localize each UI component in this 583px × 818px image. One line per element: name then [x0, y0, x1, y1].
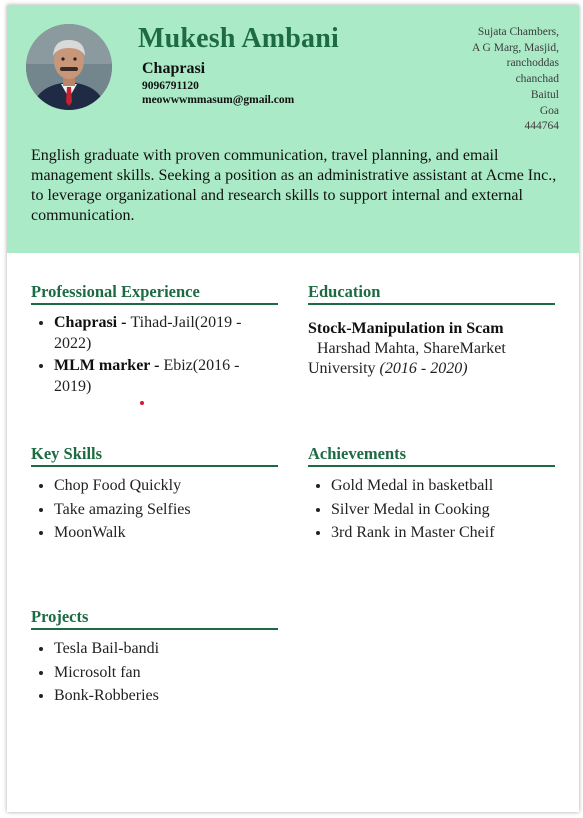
job-title: Chaprasi -	[54, 314, 131, 331]
person-photo-icon	[26, 24, 112, 110]
cursor-dot	[140, 401, 144, 405]
achievements-heading: Achievements	[308, 444, 555, 467]
list-item: • MoonWalk	[54, 521, 278, 545]
achievements-section	[308, 444, 555, 545]
skills-heading: Key Skills	[31, 444, 278, 467]
skills-section	[31, 444, 278, 545]
profile-photo	[26, 24, 112, 110]
address-line: ranchoddas	[506, 57, 559, 70]
experience-section	[31, 282, 278, 398]
address-line: Baitul	[530, 88, 559, 101]
education-institution: Harshad Mahta, ShareMarket University	[308, 340, 506, 377]
list-item: • Chop Food Quickly	[54, 474, 278, 498]
experience-heading: Professional Experience	[31, 282, 278, 305]
skills-list	[31, 474, 278, 545]
profile-summary: English graduate with proven communication, travel planning, and email management skills. Seeking a position as an administrative assistant at Acme Inc., to leverage organizational and research skills to support internal and external communication.	[31, 147, 557, 224]
list-item: • Silver Medal in Cooking	[331, 498, 555, 522]
list-item	[54, 312, 278, 354]
list-item: • Take amazing Selfies	[54, 498, 278, 522]
projects-section	[31, 607, 278, 708]
education-years: (2016 - 2020)	[379, 360, 468, 377]
resume-header	[7, 5, 579, 253]
list-item: • 3rd Rank in Master Cheif	[331, 521, 555, 545]
education-degree: Stock-Manipulation in Scam	[308, 320, 504, 337]
address-line: Goa	[539, 104, 559, 117]
list-item: • Bonk-Robberies	[54, 684, 278, 708]
candidate-name: Mukesh Ambani	[138, 23, 339, 54]
projects-heading: Projects	[31, 607, 278, 630]
experience-list	[31, 312, 278, 397]
address-line: chanchad	[515, 73, 559, 86]
address-line: A G Marg, Masjid,	[472, 41, 559, 54]
education-details	[308, 339, 555, 379]
candidate-email: meowwwmmasum@gmail.com	[142, 94, 295, 106]
address-line: Sujata Chambers,	[477, 26, 559, 38]
education-section	[308, 282, 555, 379]
candidate-phone: 9096791120	[142, 80, 199, 92]
list-item: • Tesla Bail-bandi	[54, 637, 278, 661]
job-title: MLM marker -	[54, 357, 164, 374]
list-item: • Gold Medal in basketball	[331, 474, 555, 498]
address-line: 444764	[524, 120, 559, 133]
projects-list	[31, 637, 278, 708]
list-item	[54, 355, 278, 397]
education-heading: Education	[308, 282, 555, 305]
resume-card	[7, 5, 579, 812]
job-detail: Ebiz(2016 - 2019)	[54, 357, 240, 395]
candidate-role: Chaprasi	[142, 60, 206, 77]
list-item: • Microsolt fan	[54, 661, 278, 685]
achievements-list	[308, 474, 555, 545]
candidate-address	[429, 25, 559, 135]
job-detail: Tihad-Jail(2019 - 2022)	[54, 314, 242, 352]
